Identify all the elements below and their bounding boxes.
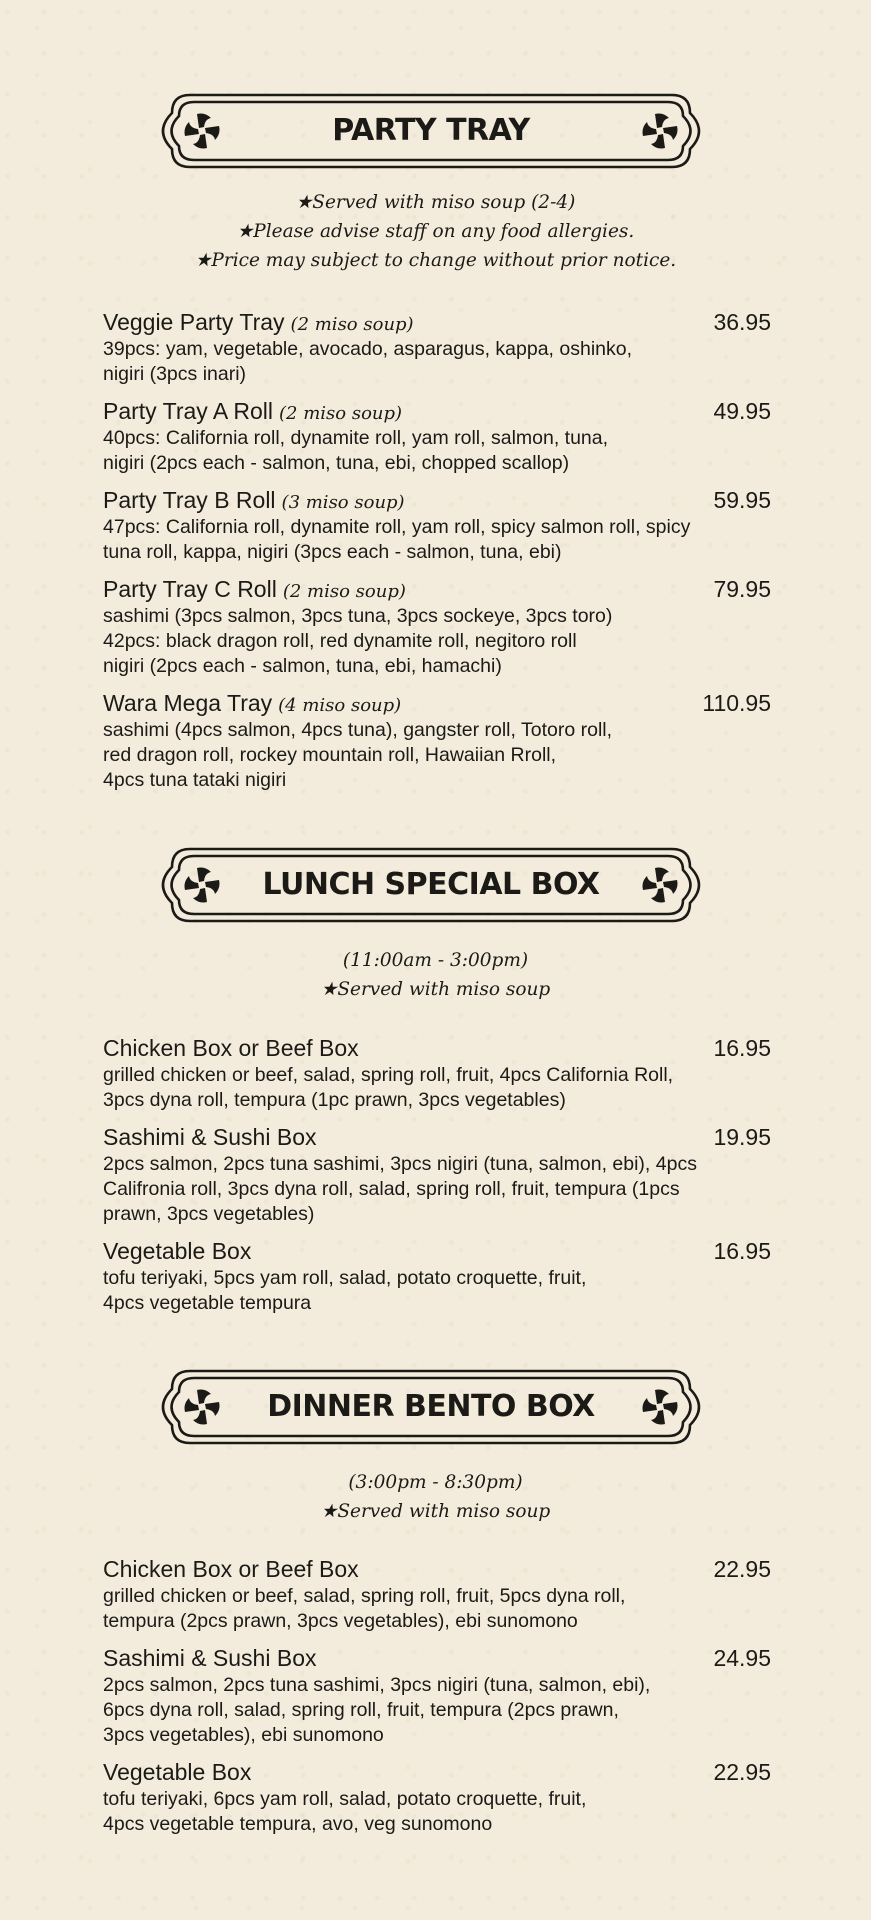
note-line: ★Price may subject to change without prior notice. xyxy=(194,250,677,271)
item-description xyxy=(103,718,771,793)
menu-item xyxy=(103,1554,771,1634)
item-price: 22.95 xyxy=(713,1556,771,1582)
item-price: 16.95 xyxy=(713,1035,771,1061)
section-title: PARTY TRAY xyxy=(332,113,530,148)
section-title: LUNCH SPECIAL BOX xyxy=(262,867,600,902)
item-price: 16.95 xyxy=(713,1238,771,1264)
description-line: red dragon roll, rockey mountain roll, Hawaiian Rroll, xyxy=(103,744,557,766)
description-line: 39pcs: yam, vegetable, avocado, asparagus, kappa, oshinko, xyxy=(103,338,633,360)
item-name: Vegetable Box xyxy=(103,1238,252,1264)
description-line: 42pcs: black dragon roll, red dynamite roll, negitoro roll xyxy=(103,630,577,652)
item-description xyxy=(103,1673,771,1748)
item-description xyxy=(103,426,771,476)
item-note: (2 miso soup) xyxy=(279,403,403,424)
note-line: ★Please advise staff on any food allergies. xyxy=(236,221,635,242)
description-line: prawn, 3pcs vegetables) xyxy=(103,1203,315,1225)
description-line: 47pcs: California roll, dynamite roll, yam roll, spicy salmon roll, spicy xyxy=(103,516,691,538)
item-note: (4 miso soup) xyxy=(278,695,402,716)
item-description xyxy=(103,1152,771,1227)
note-line: (3:00pm - 8:30pm) xyxy=(348,1472,523,1493)
description-line: 4pcs vegetable tempura, avo, veg sunomono xyxy=(103,1813,493,1835)
section-title: DINNER BENTO BOX xyxy=(267,1389,595,1424)
item-price: 19.95 xyxy=(713,1124,771,1150)
item-price: 59.95 xyxy=(713,487,771,513)
item-name: Party Tray C Roll xyxy=(103,576,277,602)
menu-item xyxy=(103,1757,771,1837)
description-line: sashimi (4pcs salmon, 4pcs tuna), gangster roll, Totoro roll, xyxy=(103,719,613,741)
description-line: tempura (2pcs prawn, 3pcs vegetables), ebi sunomono xyxy=(103,1610,578,1632)
description-line: 4pcs tuna tataki nigiri xyxy=(103,769,287,791)
item-price: 36.95 xyxy=(713,309,771,335)
menu-item xyxy=(103,485,771,565)
note-line: ★Served with miso soup xyxy=(320,1501,551,1522)
dinner-bento-items xyxy=(103,1554,771,1837)
description-line: nigiri (2pcs each - salmon, tuna, ebi, chopped scallop) xyxy=(103,452,570,474)
item-description xyxy=(103,1266,771,1316)
item-description xyxy=(103,604,771,679)
description-line: 3pcs vegetables), ebi sunomono xyxy=(103,1724,384,1746)
section-notes xyxy=(0,188,871,275)
description-line: 6pcs dyna roll, salad, spring roll, fruit, tempura (2pcs prawn, xyxy=(103,1699,619,1721)
menu-item xyxy=(103,396,771,476)
item-name: Chicken Box or Beef Box xyxy=(103,1556,359,1582)
menu-item xyxy=(103,307,771,387)
description-line: nigiri (3pcs inari) xyxy=(103,363,247,385)
description-line: 4pcs vegetable tempura xyxy=(103,1292,312,1314)
description-line: 40pcs: California roll, dynamite roll, yam roll, salmon, tuna, xyxy=(103,427,609,449)
section-banner-dinner-bento-box xyxy=(150,1368,712,1446)
item-note: (2 miso soup) xyxy=(290,314,414,335)
description-line: 2pcs salmon, 2pcs tuna sashimi, 3pcs nigiri (tuna, salmon, ebi), xyxy=(103,1674,651,1696)
item-description xyxy=(103,1787,771,1837)
description-line: tofu teriyaki, 5pcs yam roll, salad, potato croquette, fruit, xyxy=(103,1267,587,1289)
description-line: tofu teriyaki, 6pcs yam roll, salad, potato croquette, fruit, xyxy=(103,1788,587,1810)
menu-item xyxy=(103,1033,771,1113)
lunch-special-items xyxy=(103,1033,771,1316)
menu-item xyxy=(103,1122,771,1227)
description-line: sashimi (3pcs salmon, 3pcs tuna, 3pcs sockeye, 3pcs toro) xyxy=(103,605,613,627)
item-name: Sashimi & Sushi Box xyxy=(103,1645,317,1671)
item-name: Veggie Party Tray xyxy=(103,309,285,335)
item-price: 110.95 xyxy=(702,690,771,716)
menu-item xyxy=(103,1236,771,1316)
item-name: Chicken Box or Beef Box xyxy=(103,1035,359,1061)
menu-item xyxy=(103,688,771,793)
section-notes xyxy=(0,1468,871,1526)
item-note: (3 miso soup) xyxy=(281,492,405,513)
description-line: grilled chicken or beef, salad, spring roll, fruit, 4pcs California Roll, xyxy=(103,1064,674,1086)
item-price: 49.95 xyxy=(713,398,771,424)
description-line: Califronia roll, 3pcs dyna roll, salad, spring roll, fruit, tempura (1pcs xyxy=(103,1178,680,1200)
menu-item xyxy=(103,1643,771,1748)
note-line: (11:00am - 3:00pm) xyxy=(342,950,529,971)
item-name: Wara Mega Tray xyxy=(103,690,273,716)
description-line: tuna roll, kappa, nigiri (3pcs each - salmon, tuna, ebi) xyxy=(103,541,562,563)
description-line: 2pcs salmon, 2pcs tuna sashimi, 3pcs nigiri (tuna, salmon, ebi), 4pcs xyxy=(103,1153,697,1175)
menu-item xyxy=(103,574,771,679)
item-name: Party Tray B Roll xyxy=(103,487,276,513)
note-line: ★Served with miso soup xyxy=(320,979,551,1000)
item-description xyxy=(103,1584,771,1634)
item-note: (2 miso soup) xyxy=(282,581,406,602)
description-line: 3pcs dyna roll, tempura (1pc prawn, 3pcs vegetables) xyxy=(103,1089,566,1111)
item-price: 24.95 xyxy=(713,1645,771,1671)
item-name: Vegetable Box xyxy=(103,1759,252,1785)
item-name: Party Tray A Roll xyxy=(103,398,274,424)
description-line: grilled chicken or beef, salad, spring roll, fruit, 5pcs dyna roll, xyxy=(103,1585,626,1607)
item-price: 22.95 xyxy=(713,1759,771,1785)
section-banner-party-tray xyxy=(150,92,712,170)
item-price: 79.95 xyxy=(713,576,771,602)
party-tray-items xyxy=(103,307,771,793)
section-banner-lunch-special-box xyxy=(150,846,712,924)
item-description xyxy=(103,1063,771,1113)
note-line: ★Served with miso soup (2-4) xyxy=(295,192,576,213)
item-name: Sashimi & Sushi Box xyxy=(103,1124,317,1150)
description-line: nigiri (2pcs each - salmon, tuna, ebi, hamachi) xyxy=(103,655,502,677)
item-description xyxy=(103,515,771,565)
section-notes xyxy=(0,946,871,1004)
item-description xyxy=(103,337,771,387)
